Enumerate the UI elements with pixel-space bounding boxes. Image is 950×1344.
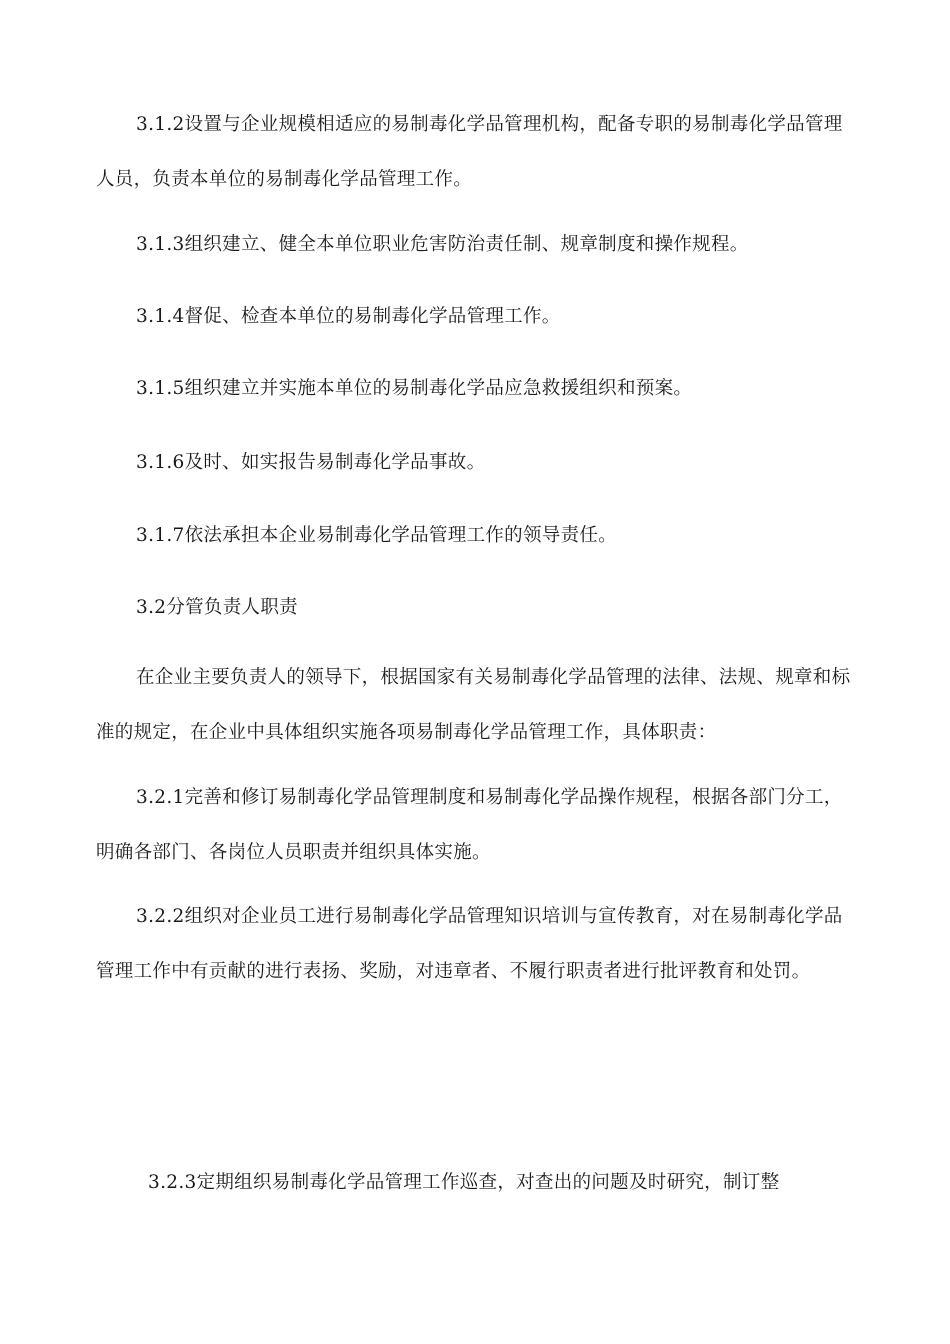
paragraph-3-1-3: 3.1.3组织建立、健全本单位职业危害防治责任制、规章制度和操作规程。 (136, 234, 749, 255)
paragraph-3-2-intro: 在企业主要负责人的领导下，根据国家有关易制毒化学品管理的法律、法规、规章和标准的规定，在企业中具体组织实施各项易制毒化学品管理工作，具体职责： (96, 667, 851, 743)
paragraph-3-2-2: 3.2.2组织对企业员工进行易制毒化学品管理知识培训与宣传教育，对在易制毒化学品管理工作中有贡献的进行表扬、奖励，对违章者、不履行职责者进行批评教育和处罚。 (96, 906, 843, 982)
paragraph-3-1-7: 3.1.7依法承担本企业易制毒化学品管理工作的领导责任。 (136, 525, 617, 546)
paragraph-3-2-1: 3.2.1完善和修订易制毒化学品管理制度和易制毒化学品操作规程，根据各部门分工，明确各部门、各岗位人员职责并组织具体实施。 (96, 787, 843, 863)
paragraph-3-1-4: 3.1.4督促、检查本单位的易制毒化学品管理工作。 (136, 306, 561, 327)
paragraph-3-1-5: 3.1.5组织建立并实施本单位的易制毒化学品应急救援组织和预案。 (136, 378, 693, 399)
paragraph-3-1-2: 3.1.2设置与企业规模相适应的易制毒化学品管理机构，配备专职的易制毒化学品管理人员，负责本单位的易制毒化学品管理工作。 (96, 114, 843, 190)
section-heading-3-2: 3.2分管负责人职责 (136, 597, 298, 618)
paragraph-3-2-3: 3.2.3定期组织易制毒化学品管理工作巡查，对查出的问题及时研究，制订整 (148, 1172, 780, 1193)
paragraph-3-1-6: 3.1.6及时、如实报告易制毒化学品事故。 (136, 452, 486, 473)
